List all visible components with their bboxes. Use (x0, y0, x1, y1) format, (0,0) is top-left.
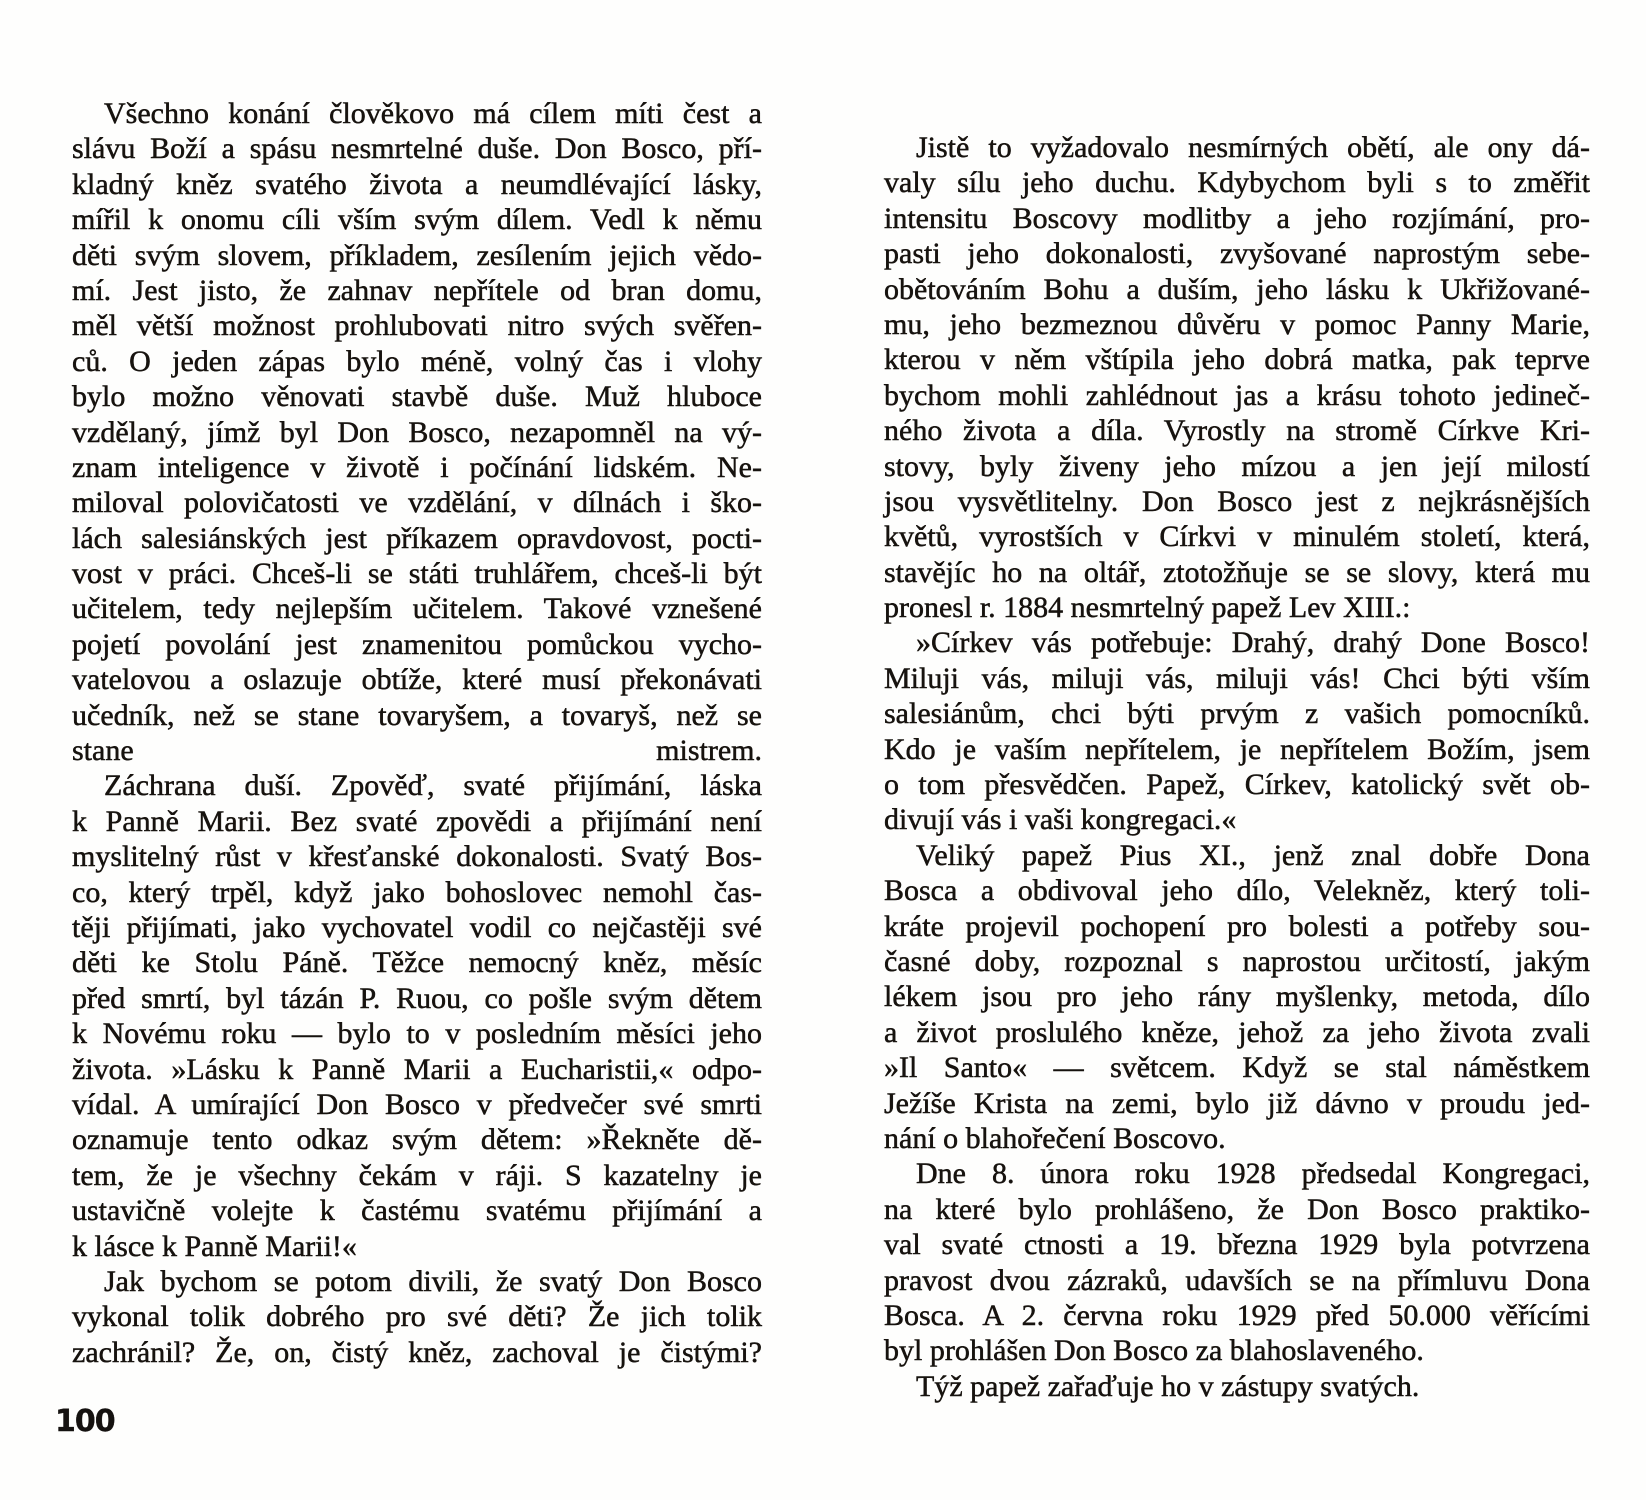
text-line: měl větší možnost prohlubovati nitro svých svěřen- (72, 309, 762, 343)
text-line: k Panně Marii. Bez svaté zpovědi a přijímání není (72, 804, 762, 838)
text-line: »Církev vás potřebuje: Drahý, drahý Done Bosco! (916, 626, 1590, 660)
text-line: vykonal tolik dobrého pro své děti? Že jich tolik (72, 1300, 762, 1334)
text-line: oznamuje tento odkaz svým dětem: »Řekněte dě- (72, 1123, 762, 1157)
text-line: obětováním Bohu a duším, jeho lásku k Ukřižované- (884, 272, 1590, 306)
text-line: Záchrana duší. Zpověď, svaté přijímání, láska (104, 769, 762, 803)
text-line: divují vás i vaši kongregaci.« (884, 803, 1237, 837)
text-line: Bosca a obdivoval jeho dílo, Velekněz, který toli- (884, 874, 1590, 908)
text-line: stavějíc ho na oltář, ztotožňuje se se slovy, která mu (884, 555, 1590, 589)
text-line: květů, vyrostších v Církvi v minulém století, která, (884, 520, 1590, 554)
text-line: salesiánům, chci býti prvým z vašich pomocníků. (884, 697, 1590, 731)
text-line: co, který trpěl, když jako bohoslovec nemohl čas- (72, 875, 762, 909)
text-line: Jak bychom se potom divili, že svatý Don Bosco (104, 1264, 762, 1298)
page-number: 100 (55, 1404, 115, 1439)
text-line: vídal. A umírající Don Bosco v předvečer své smrti (72, 1087, 762, 1121)
text-line: lách salesiánských jest příkazem opravdovost, pocti- (72, 521, 762, 555)
text-line: mu, jeho bezmeznou důvěru v pomoc Panny Marie, (884, 307, 1590, 341)
text-line: Dne 8. února roku 1928 předsedal Kongregaci, (916, 1157, 1590, 1191)
text-line: vost v práci. Chceš-li se státi truhlářem, chceš-li být (72, 557, 762, 591)
text-line: Týž papež zařaďuje ho v zástupy svatých. (916, 1369, 1420, 1403)
text-line: miloval polovičatosti ve vzdělání, v dílnách i ško- (72, 486, 762, 520)
text-line: mířil k onomu cíli vším svým dílem. Vedl k němu (72, 203, 762, 237)
text-line: učedník, než se stane tovaryšem, a tovaryš, než se (72, 698, 762, 732)
text-line: k Novému roku — bylo to v posledním měsíci jeho (72, 1017, 762, 1051)
text-line: slávu Boží a spásu nesmrtelné duše. Don Bosco, pří- (72, 132, 762, 166)
text-line: nání o blahořečení Boscovo. (884, 1121, 1226, 1155)
text-line: mí. Jest jisto, že zahnav nepřítele od bran domu, (72, 273, 762, 307)
text-line: ustavičně volejte k častému svatému přijímání a (72, 1194, 762, 1228)
text-line: stane mistrem. (72, 734, 762, 768)
text-line: bychom mohli zahlédnout jas a krásu tohoto jedineč- (884, 378, 1590, 412)
text-line: pojetí povolání jest znamenitou pomůckou vycho- (72, 627, 762, 661)
text-line: Kdo je vaším nepřítelem, je nepřítelem Božím, jsem (884, 732, 1590, 766)
text-line: val svaté ctnosti a 19. března 1929 byla potvrzena (884, 1228, 1590, 1262)
text-line: byl prohlášen Don Bosco za blahoslaveného. (884, 1334, 1424, 1368)
text-line: kterou v něm vštípila jeho dobrá matka, pak teprve (884, 343, 1590, 377)
text-line: valy sílu jeho duchu. Kdybychom byli s to změřit (884, 166, 1590, 200)
text-line: časné doby, rozpoznal s naprostou určitostí, jakým (884, 944, 1590, 978)
text-line: kráte projevil pochopení pro bolesti a potřeby sou- (884, 909, 1590, 943)
right-page-text-column (884, 130, 1590, 1404)
text-line: Ježíše Krista na zemi, bylo již dávno v proudu jed- (884, 1086, 1590, 1120)
text-line: jsou vysvětlitelny. Don Bosco jest z nejkrásnějších (884, 484, 1590, 518)
text-line: o tom přesvědčen. Papež, Církev, katolický svět ob- (884, 768, 1590, 802)
text-line: Veliký papež Pius XI., jenž znal dobře Dona (916, 838, 1590, 872)
text-line: ců. O jeden zápas bylo méně, volný čas i vlohy (72, 344, 762, 378)
text-line: pasti jeho dokonalosti, zvyšované naprostým sebe- (884, 237, 1590, 271)
text-line: Bosca. A 2. června roku 1929 před 50.000 věřícími (884, 1298, 1590, 1332)
text-line: ného života a díla. Vyrostly na stromě Církve Kri- (884, 414, 1590, 448)
text-line: před smrtí, byl tázán P. Ruou, co pošle svým dětem (72, 981, 762, 1015)
text-line: tem, že je všechny čekám v ráji. S kazatelny je (72, 1158, 762, 1192)
text-line: učitelem, tedy nejlepším učitelem. Takové vznešené (72, 592, 762, 626)
text-line: znam inteligence v životě i počínání lidském. Ne- (72, 450, 762, 484)
text-line: děti svým slovem, příkladem, zesílením jejich vědo- (72, 238, 762, 272)
text-line: Jistě to vyžadovalo nesmírných obětí, ale ony dá- (916, 131, 1590, 164)
text-line: pronesl r. 1884 nesmrtelný papež Lev XIII.: (884, 591, 1411, 625)
text-line: děti ke Stolu Páně. Těžce nemocný kněz, měsíc (72, 946, 762, 980)
text-line: Miluji vás, miluji vás, miluji vás! Chci býti vším (884, 661, 1590, 695)
text-line: »Il Santo« — světcem. Když se stal náměstkem (884, 1051, 1590, 1085)
text-line: života. »Lásku k Panně Marii a Eucharistii,« odpo- (72, 1052, 762, 1086)
text-line: kladný kněz svatého života a neumdlévající lásky, (72, 167, 762, 201)
left-page-text-column (72, 96, 762, 1370)
text-line: myslitelný růst v křesťanské dokonalosti. Svatý Bos- (72, 840, 762, 874)
text-line: Všechno konání člověkovo má cílem míti čest a (104, 97, 762, 130)
text-line: pravost dvou zázraků, udavších se na přímluvu Dona (884, 1263, 1590, 1297)
text-line: vzdělaný, jímž byl Don Bosco, nezapomněl na vý- (72, 415, 762, 449)
text-line: a život proslulého kněze, jehož za jeho života zvali (884, 1015, 1590, 1049)
text-line: zachránil? Že, on, čistý kněz, zachoval je čistými? (72, 1335, 762, 1369)
text-line: těji přijímati, jako vychovatel vodil co nejčastěji své (72, 910, 762, 944)
text-line: vatelovou a oslazuje obtíže, které musí překonávati (72, 663, 762, 697)
text-line: intensitu Boscovy modlitby a jeho rozjímání, pro- (884, 201, 1590, 235)
text-line: lékem jsou pro jeho rány myšlenky, metoda, dílo (884, 980, 1590, 1014)
text-line: bylo možno věnovati stavbě duše. Muž hluboce (72, 380, 762, 414)
text-line: na které bylo prohlášeno, že Don Bosco praktiko- (884, 1192, 1590, 1226)
text-line: stovy, byly živeny jeho mízou a jen její milostí (884, 449, 1590, 483)
text-line: k lásce k Panně Marii!« (72, 1229, 357, 1263)
